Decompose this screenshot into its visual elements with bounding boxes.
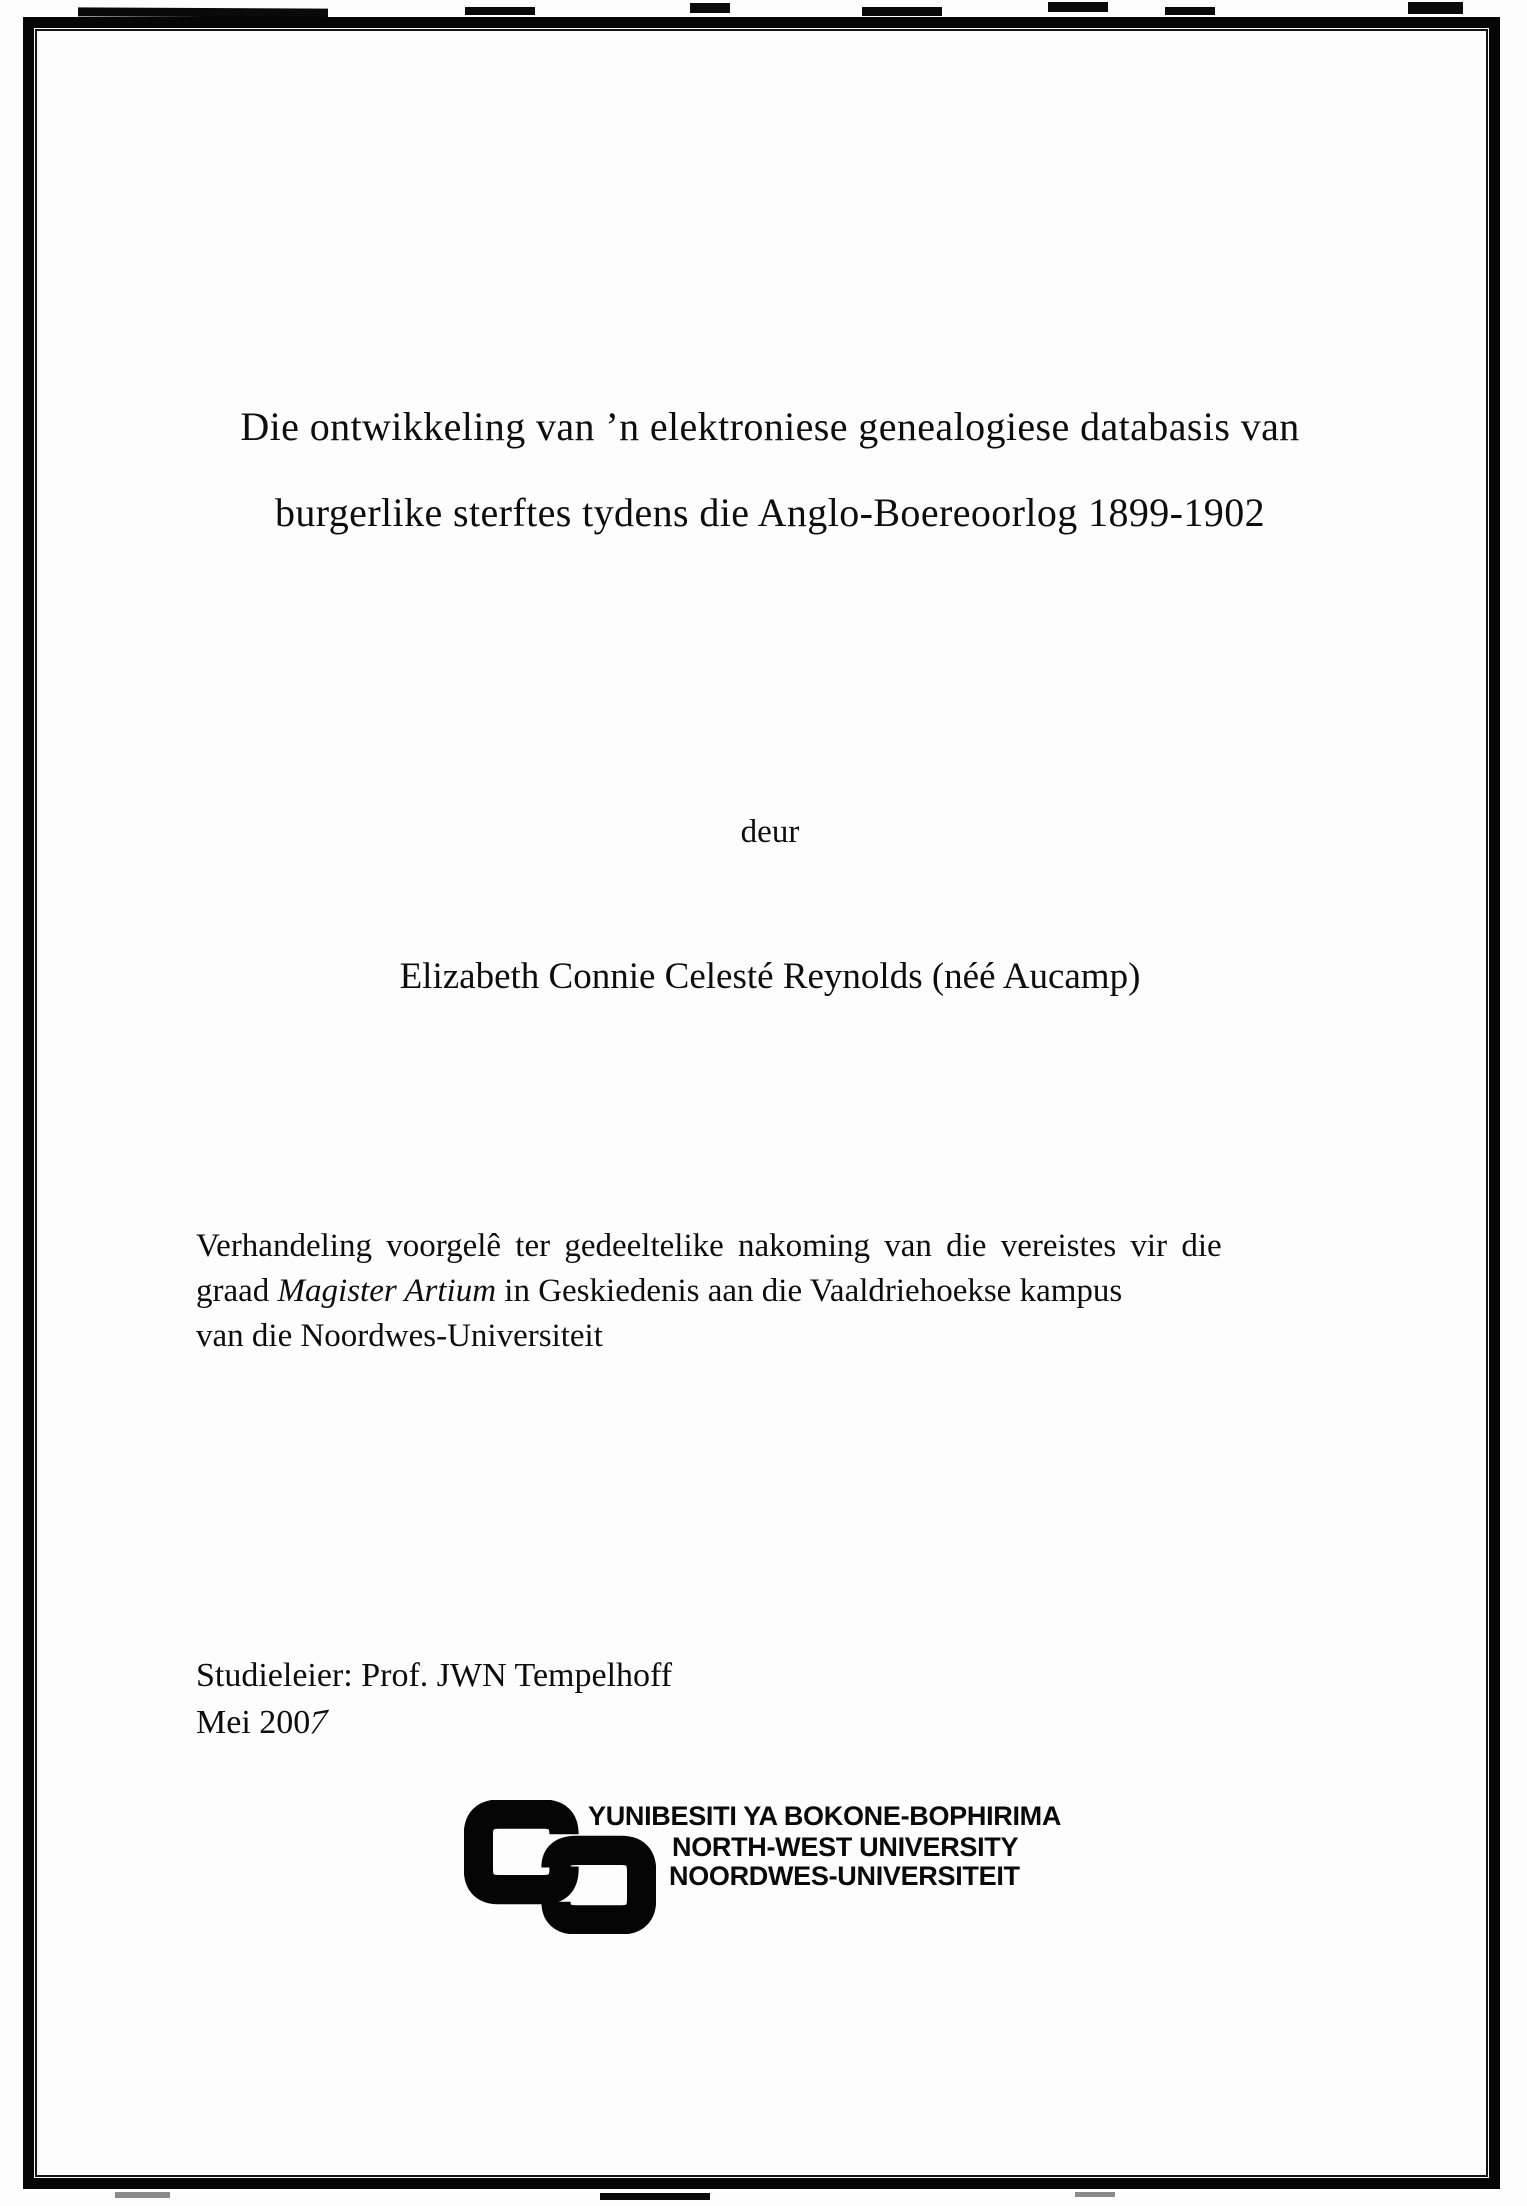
degree-name-italic: Magister Artium	[277, 1273, 497, 1309]
logo-text-english: NORTH-WEST UNIVERSITY	[672, 1832, 1019, 1862]
supervisor-block	[196, 1652, 672, 1746]
supervisor-line: Studieleier: Prof. JWN Tempelhoff	[196, 1657, 673, 1694]
degree-statement-line-3: van die Noordwes-Universiteit	[196, 1318, 603, 1354]
logo-text-setswana: YUNIBESITI YA BOKONE-BOPHIRIMA	[588, 1801, 1062, 1831]
scan-artifact	[1048, 2, 1108, 12]
scan-artifact	[690, 3, 730, 13]
thesis-title-line-2: burgerlike sterftes tydens die Anglo-Boereoorlog 1899-1902	[274, 490, 1266, 535]
scan-artifact	[465, 7, 535, 15]
degree-statement-line-2-suffix: in Geskiedenis aan die Vaaldriehoekse kampus	[496, 1273, 1123, 1309]
scan-artifact	[600, 2193, 710, 2200]
thesis-title-line-1: Die ontwikkeling van ’n elektroniese genealogiese databasis van	[240, 404, 1300, 449]
date-prefix: Mei 200	[196, 1704, 311, 1741]
date-last-digit: 7	[305, 1702, 332, 1743]
author-name: Elizabeth Connie Celesté Reynolds (néé Aucamp)	[399, 956, 1141, 997]
date-line	[196, 1699, 672, 1746]
logo-text-afrikaans: NOORDWES-UNIVERSITEIT	[669, 1861, 1020, 1891]
degree-statement-line-1: Verhandeling voorgelê ter gedeeltelike nakoming van die vereistes vir die	[196, 1228, 1222, 1264]
scan-artifact	[1165, 7, 1215, 15]
scan-artifact	[862, 7, 942, 16]
degree-statement	[196, 1224, 1348, 1359]
scan-artifact	[1408, 2, 1463, 14]
degree-statement-line-2-prefix: graad	[196, 1273, 278, 1309]
scan-artifact	[1075, 2192, 1115, 2197]
degree-statement-line-2	[196, 1269, 1348, 1314]
thesis-title	[190, 384, 1350, 556]
byline-deur: deur	[740, 814, 800, 850]
scan-artifact	[115, 2192, 170, 2198]
